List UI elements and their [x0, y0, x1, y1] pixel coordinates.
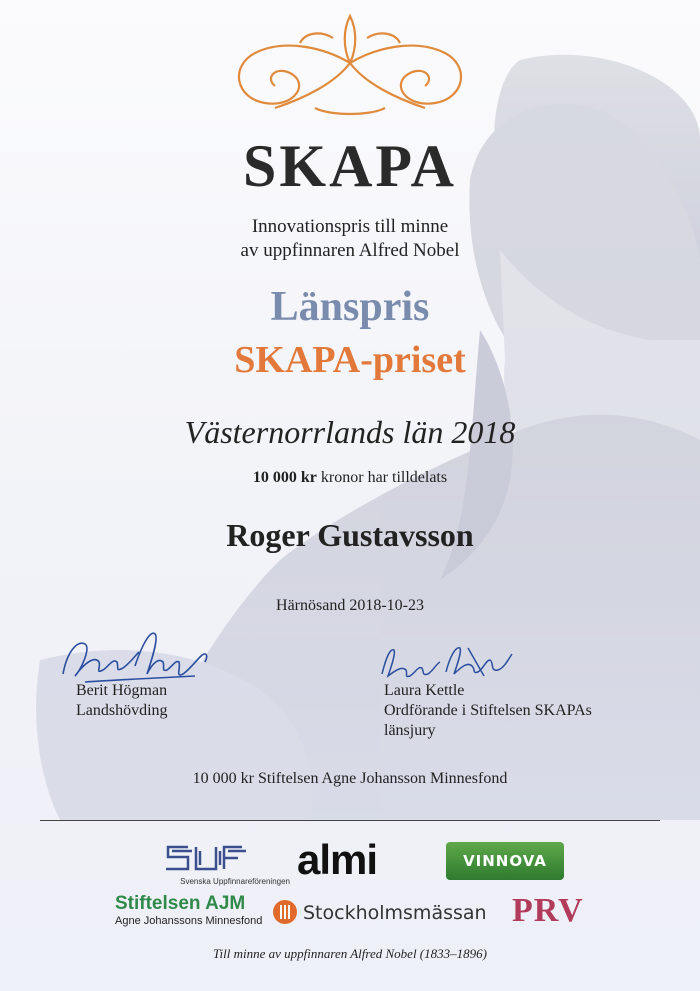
certificate-title: SKAPA: [243, 133, 457, 199]
prv-logo: PRV: [512, 892, 584, 929]
signature-image: [55, 622, 215, 688]
signatory-left-role: Landshövding: [76, 702, 168, 719]
ornament-flourish-icon: [215, 8, 485, 120]
region-year: Västernorrlands län 2018: [184, 414, 516, 450]
subtitle-line-2: av uppfinnaren Alfred Nobel: [240, 240, 460, 261]
place-date: Härnösand 2018-10-23: [276, 597, 424, 614]
award-text: kronor har tilldelats: [320, 469, 448, 486]
award-statement: [0, 469, 700, 487]
stockholmsmassan-logo-text: Stockholmsmässan: [303, 902, 487, 924]
vinnova-logo-text: VINNOVA: [463, 852, 547, 870]
suf-tagline: Svenska Uppfinnareföreningen: [180, 877, 290, 886]
recipient-name: Roger Gustavsson: [226, 517, 474, 553]
signatory-right: [384, 681, 592, 741]
almi-logo: almi: [297, 836, 378, 883]
signatory-left-name: Berit Högman: [76, 682, 168, 699]
ajm-logo-title: Stiftelsen AJM: [115, 893, 246, 914]
signatory-right-role-line-1: Ordförande i Stiftelsen SKAPAs: [384, 702, 592, 719]
signature-image: [372, 636, 522, 686]
footer-note: Till minne av uppfinnaren Alfred Nobel (1833–1896): [213, 946, 487, 961]
stiftelsen-ajm-logo: [115, 893, 275, 933]
prize-name-skapa-priset: SKAPA-priset: [234, 339, 466, 381]
suf-mark-icon: [160, 843, 290, 879]
divider: [40, 820, 660, 821]
signatory-left: [76, 681, 168, 721]
award-amount: 10 000 kr: [252, 469, 317, 486]
ajm-logo-subtitle: Agne Johanssons Minnesfond: [115, 915, 263, 927]
signatory-right-name: Laura Kettle: [384, 682, 465, 699]
signatory-right-role-line-2: länsjury: [384, 722, 436, 739]
stockholmsmassan-mark-icon: [273, 900, 297, 924]
suf-logo: [160, 843, 290, 891]
subtitle-line-1: Innovationspris till minne: [251, 216, 449, 237]
fund-note: 10 000 kr Stiftelsen Agne Johansson Minnesfond: [192, 770, 508, 787]
prize-name-lanspris: Länspris: [270, 284, 430, 330]
vinnova-logo: [446, 842, 564, 880]
